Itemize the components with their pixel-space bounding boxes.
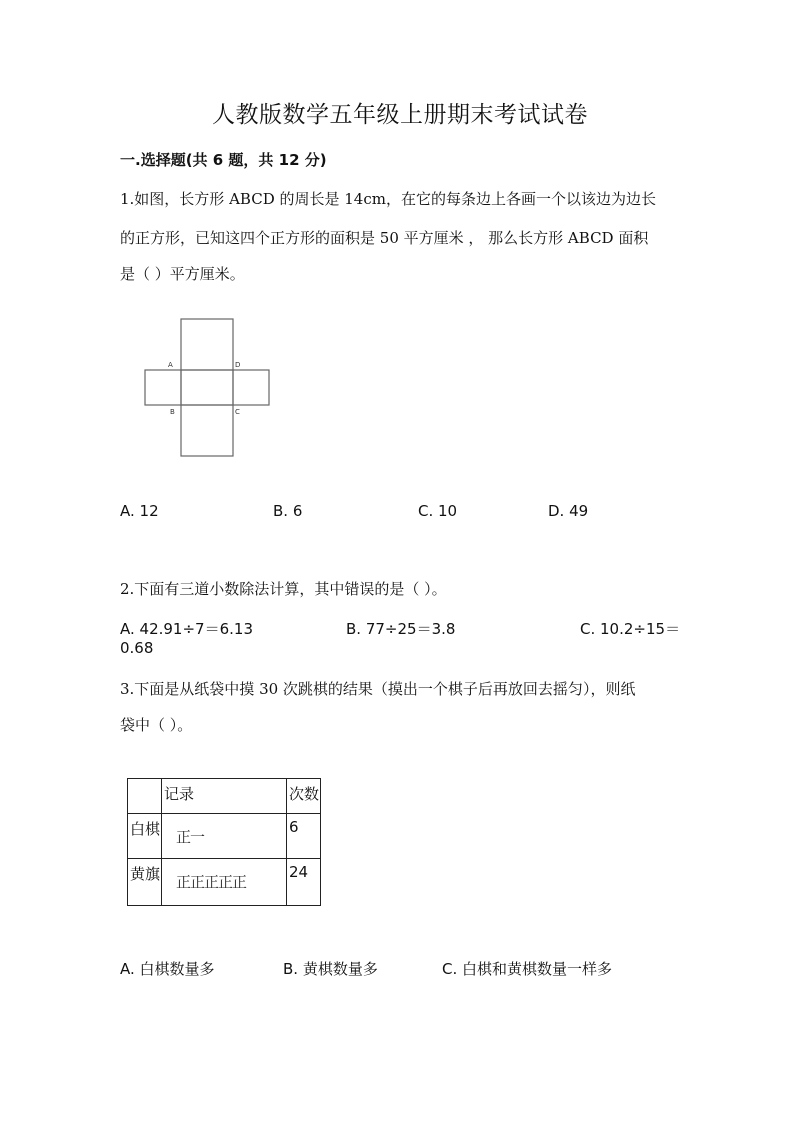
- section-heading: 一.选择题(共 6 题，共 12 分): [120, 151, 327, 169]
- q2-option-c-wrap: 0.68: [120, 639, 154, 657]
- q1-line-2: 的正方形，已知这四个正方形的面积是 50 平方厘米 ， 那么长方形 ABCD 面积: [120, 229, 649, 247]
- square-bottom: [181, 405, 233, 456]
- q1-option-d[interactable]: D. 49: [548, 502, 589, 520]
- q1-option-a[interactable]: A. 12: [120, 502, 159, 520]
- square-top: [181, 319, 233, 370]
- q3-option-a[interactable]: A. 白棋数量多: [120, 960, 215, 978]
- rectangle-abcd: [181, 370, 233, 405]
- q2-option-c[interactable]: C. 10.2÷15＝: [580, 620, 681, 638]
- label-b: B: [170, 408, 175, 416]
- label-a: A: [168, 361, 173, 369]
- header-count: 次数: [287, 779, 321, 814]
- row-tally-white: 正一: [162, 814, 287, 859]
- q2-option-b[interactable]: B. 77÷25＝3.8: [346, 620, 456, 638]
- table-header-row: [128, 779, 321, 814]
- table-row: [128, 814, 321, 859]
- row-tally-yellow: 正正正正正: [162, 859, 287, 906]
- q3-option-c[interactable]: C. 白棋和黄棋数量一样多: [442, 960, 613, 978]
- page-title: 人教版数学五年级上册期末考试试卷: [212, 102, 588, 128]
- row-count-yellow: 24: [287, 859, 321, 906]
- q2-line: 2.下面有三道小数除法计算，其中错误的是（ ）。: [120, 580, 447, 598]
- label-c: C: [235, 408, 240, 416]
- q2-option-a[interactable]: A. 42.91÷7＝6.13: [120, 620, 253, 638]
- table-row: [128, 859, 321, 906]
- rectangle-squares-figure: [140, 314, 275, 462]
- label-d: D: [235, 361, 241, 369]
- q1-line-3: 是（ ）平方厘米。: [120, 265, 245, 283]
- row-label-white: 白棋: [128, 814, 162, 859]
- row-count-white: 6: [287, 814, 321, 859]
- header-record: 记录: [162, 779, 287, 814]
- square-left: [145, 370, 181, 405]
- tally-table: [127, 778, 321, 906]
- q1-option-b[interactable]: B. 6: [273, 502, 303, 520]
- q3-line-2: 袋中（ ）。: [120, 716, 193, 734]
- row-label-yellow: 黄旗: [128, 859, 162, 906]
- q3-line-1: 3.下面是从纸袋中摸 30 次跳棋的结果（摸出一个棋子后再放回去摇匀），则纸: [120, 680, 636, 698]
- square-right: [233, 370, 269, 405]
- q1-line-1: 1.如图，长方形 ABCD 的周长是 14cm，在它的每条边上各画一个以该边为边长: [120, 190, 656, 208]
- q3-option-b[interactable]: B. 黄棋数量多: [283, 960, 378, 978]
- header-empty: [128, 779, 162, 814]
- q1-option-c[interactable]: C. 10: [418, 502, 458, 520]
